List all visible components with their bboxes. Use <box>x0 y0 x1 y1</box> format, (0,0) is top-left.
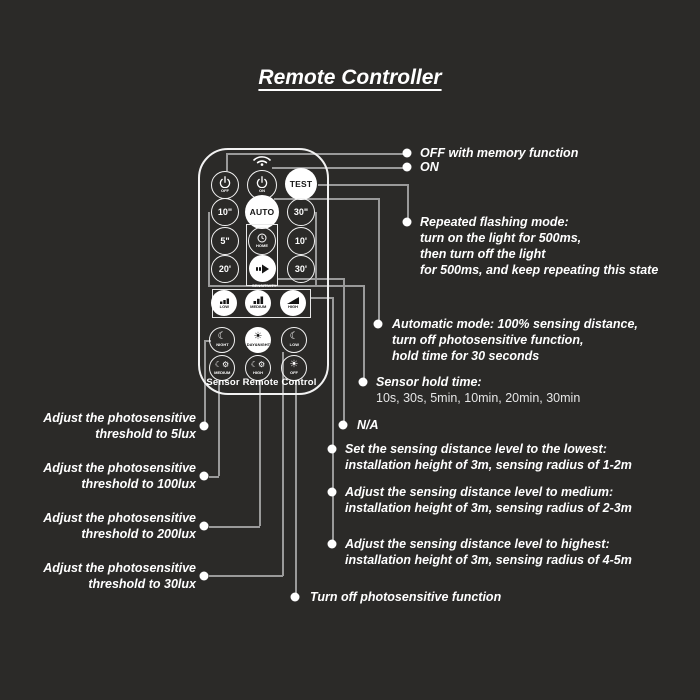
callout-dot <box>374 320 383 329</box>
connector-line <box>343 278 345 425</box>
connector-line <box>218 381 220 476</box>
timer-20m-button: 20' <box>211 255 239 283</box>
wifi-icon <box>250 151 274 166</box>
connector-line <box>295 381 297 597</box>
night-button: ☾ NIGHT <box>209 327 235 353</box>
sun-icon: ☀ <box>253 331 263 342</box>
lux-medium-button: ☾⚙ MEDIUM <box>209 355 235 381</box>
distance-medium-button: MEDIUM <box>245 290 271 316</box>
distance-high-button: HIGH <box>280 290 306 316</box>
annotation-distance-highest: Adjust the sensing distance level to highest: installation height of 3m, sensing radius of 4-5m <box>345 537 632 567</box>
connector-line <box>363 285 365 382</box>
photosensitive-off-button: ☀ OFF <box>281 355 307 381</box>
annotation-distance-medium: Adjust the sensing distance level to medium: installation height of 3m, sensing radius of 2-3m <box>345 485 632 515</box>
arrow-right-icon <box>256 264 269 274</box>
remote-footer-label: Sensor Remote Control <box>206 377 317 388</box>
power-icon <box>219 176 231 188</box>
clock-icon <box>257 233 267 243</box>
power-icon <box>256 176 268 188</box>
timer-10s-button: 10" <box>211 198 239 226</box>
moon-gear-icon: ☾⚙ <box>214 360 230 369</box>
connector-line <box>209 526 260 528</box>
lux-high-button: ☾⚙ HIGH <box>245 355 271 381</box>
callout-dot <box>200 572 209 581</box>
annotation-photo-off: Turn off photosensitive function <box>310 590 502 604</box>
annotation-off-memory: OFF with memory function <box>420 146 579 160</box>
home-button: HOME <box>248 227 276 255</box>
timer-5s-button: 5" <box>211 227 239 255</box>
callout-dot <box>339 421 348 430</box>
annotation-5lux: Adjust the photosensitive threshold to 5lux <box>43 411 196 441</box>
timer-30m-button: 30' <box>287 255 315 283</box>
callout-dot <box>403 218 412 227</box>
annotation-100lux: Adjust the photosensitive threshold to 100lux <box>43 461 196 491</box>
annotation-auto-mode: Automatic mode: 100% sensing distance, turn off photosensitive function, hold time for 30 seconds <box>392 317 638 363</box>
test-button: TEST <box>285 168 317 200</box>
sensitivity-button <box>249 255 276 282</box>
timer-10m-button: 10' <box>287 227 315 255</box>
connector-line <box>209 476 219 478</box>
connector-line <box>407 184 409 222</box>
callout-dot <box>200 522 209 531</box>
auto-button: AUTO <box>245 195 279 229</box>
callout-dot <box>403 149 412 158</box>
connector-line <box>332 297 334 544</box>
timer-30s-button: 30" <box>287 198 315 226</box>
moon-icon: ☾ <box>217 331 227 342</box>
daynight-button: ☀ DAY&NIGHT <box>245 327 271 353</box>
on-button: ON <box>247 170 277 200</box>
off-button: OFF <box>211 171 239 199</box>
annotation-on: ON <box>420 160 439 174</box>
connector-line <box>378 198 380 324</box>
moon-gear-icon: ☾⚙ <box>250 360 266 369</box>
distance-low-button: LOW <box>211 290 237 316</box>
connector-line <box>259 381 261 526</box>
callout-dot <box>328 488 337 497</box>
signal-medium-icon <box>253 296 264 304</box>
connector-line <box>318 184 407 186</box>
sensitivity-label: SENSITIVITY <box>252 283 277 288</box>
annotation-hold-time: Sensor hold time: 10s, 30s, 5min, 10min, 20min, 30min <box>376 375 581 405</box>
annotation-distance-lowest: Set the sensing distance level to the lowest: installation height of 3m, sensing radius of 1-2m <box>345 442 632 472</box>
signal-low-icon <box>219 297 230 304</box>
annotation-flashing: Repeated flashing mode: turn on the light for 500ms, then turn off the light for 500ms, and keep repeating this state <box>420 215 659 277</box>
callout-dot <box>200 472 209 481</box>
callout-dot <box>328 540 337 549</box>
sun-icon: ☀ <box>289 359 299 370</box>
annotation-30lux: Adjust the photosensitive threshold to 30lux <box>43 561 196 591</box>
page-title: Remote Controller <box>258 66 442 89</box>
callout-dot <box>200 422 209 431</box>
callout-dot <box>403 163 412 172</box>
callout-dot <box>328 445 337 454</box>
callout-dot <box>359 378 368 387</box>
signal-high-icon <box>287 297 299 304</box>
callout-dot <box>291 593 300 602</box>
lux-low-button: ☾ LOW <box>281 327 307 353</box>
connector-line <box>209 575 283 577</box>
moon-icon: ☾ <box>289 331 299 342</box>
annotation-na: N/A <box>357 418 379 432</box>
annotation-200lux: Adjust the photosensitive threshold to 200lux <box>43 511 196 541</box>
